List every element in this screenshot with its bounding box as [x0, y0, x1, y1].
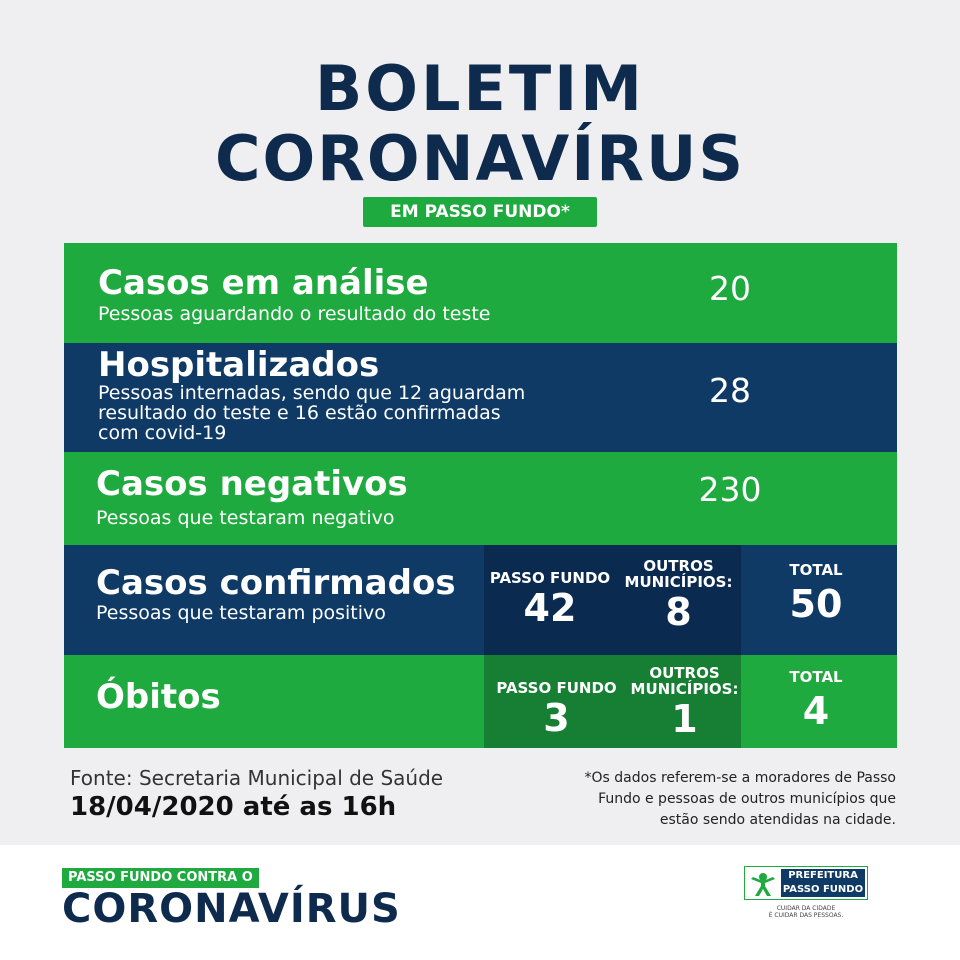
campaign-title: CORONAVÍRUS	[62, 886, 401, 932]
row-subtitle-2: resultado do teste e 16 estão confirmadas	[98, 402, 501, 424]
cell-label-1: OUTROS	[643, 557, 714, 575]
prefeitura-logo	[744, 866, 868, 900]
cell-value: 8	[665, 590, 692, 634]
footnote-line-3: estão sendo atendidas na cidade.	[659, 812, 896, 828]
row-subtitle: Pessoas que testaram positivo	[96, 602, 386, 624]
row-hospitalizados	[64, 343, 897, 452]
cell-value: 3	[543, 696, 570, 740]
cell-value: 1	[671, 697, 698, 741]
logo-text-line-2: PASSO FUNDO	[782, 884, 864, 895]
figure-logo-icon	[749, 870, 777, 898]
slogan-line-1: CUIDAR DA CIDADE	[776, 905, 836, 912]
obitos-passo-fundo	[484, 655, 629, 748]
footnote-line-1: *Os dados referem-se a moradores de Passo	[584, 770, 896, 786]
confirmados-outros	[616, 545, 741, 655]
cell-label: PASSO FUNDO	[489, 569, 611, 587]
cell-label-2: MUNICÍPIOS:	[624, 573, 733, 591]
title-line-2: CORONAVÍRUS	[214, 122, 746, 195]
row-casos-negativos	[64, 452, 897, 545]
row-obitos	[64, 655, 897, 748]
logo-slogan	[740, 905, 872, 919]
source-text: Fonte: Secretaria Municipal de Saúde	[70, 766, 444, 790]
report-date: 18/04/2020 até as 16h	[70, 792, 397, 822]
cell-value: 42	[523, 586, 577, 630]
obitos-outros	[622, 655, 747, 748]
confirmados-passo-fundo	[484, 545, 616, 655]
row-title: Casos em análise	[98, 263, 429, 303]
cell-label-2: MUNICÍPIOS:	[630, 680, 739, 698]
slogan-line-2: É CUIDAR DAS PESSOAS.	[768, 912, 844, 919]
cell-label: TOTAL	[789, 561, 843, 579]
row-value: 20	[709, 269, 751, 308]
logo-text-line-1: PREFEITURA	[788, 870, 858, 881]
row-subtitle-3: com covid-19	[98, 422, 227, 444]
footnote-line-2: Fundo e pessoas de outros municípios que	[598, 791, 896, 807]
row-title: Óbitos	[96, 677, 221, 717]
row-value: 230	[698, 470, 762, 509]
row-subtitle-1: Pessoas internadas, sendo que 12 aguardam	[98, 382, 526, 404]
location-badge: EM PASSO FUNDO*	[363, 197, 597, 227]
row-casos-em-analise	[64, 243, 897, 343]
cell-label: PASSO FUNDO	[496, 679, 617, 697]
row-title: Hospitalizados	[98, 345, 380, 385]
title-line-1: BOLETIM	[315, 52, 645, 125]
campaign-tag: PASSO FUNDO CONTRA O	[62, 868, 259, 888]
row-casos-confirmados	[64, 545, 897, 655]
cell-label-1: OUTROS	[649, 664, 720, 682]
confirmados-total	[751, 545, 881, 655]
row-subtitle: Pessoas que testaram negativo	[96, 507, 395, 529]
cell-value: 4	[802, 689, 830, 733]
row-value: 28	[709, 371, 751, 410]
cell-value: 50	[789, 582, 843, 626]
row-title: Casos confirmados	[96, 563, 456, 603]
logo-text	[781, 869, 865, 897]
obitos-total	[751, 655, 881, 748]
row-subtitle: Pessoas aguardando o resultado do teste	[98, 303, 491, 325]
footnote	[536, 768, 896, 831]
row-title: Casos negativos	[96, 464, 408, 504]
cell-label: TOTAL	[789, 668, 843, 686]
